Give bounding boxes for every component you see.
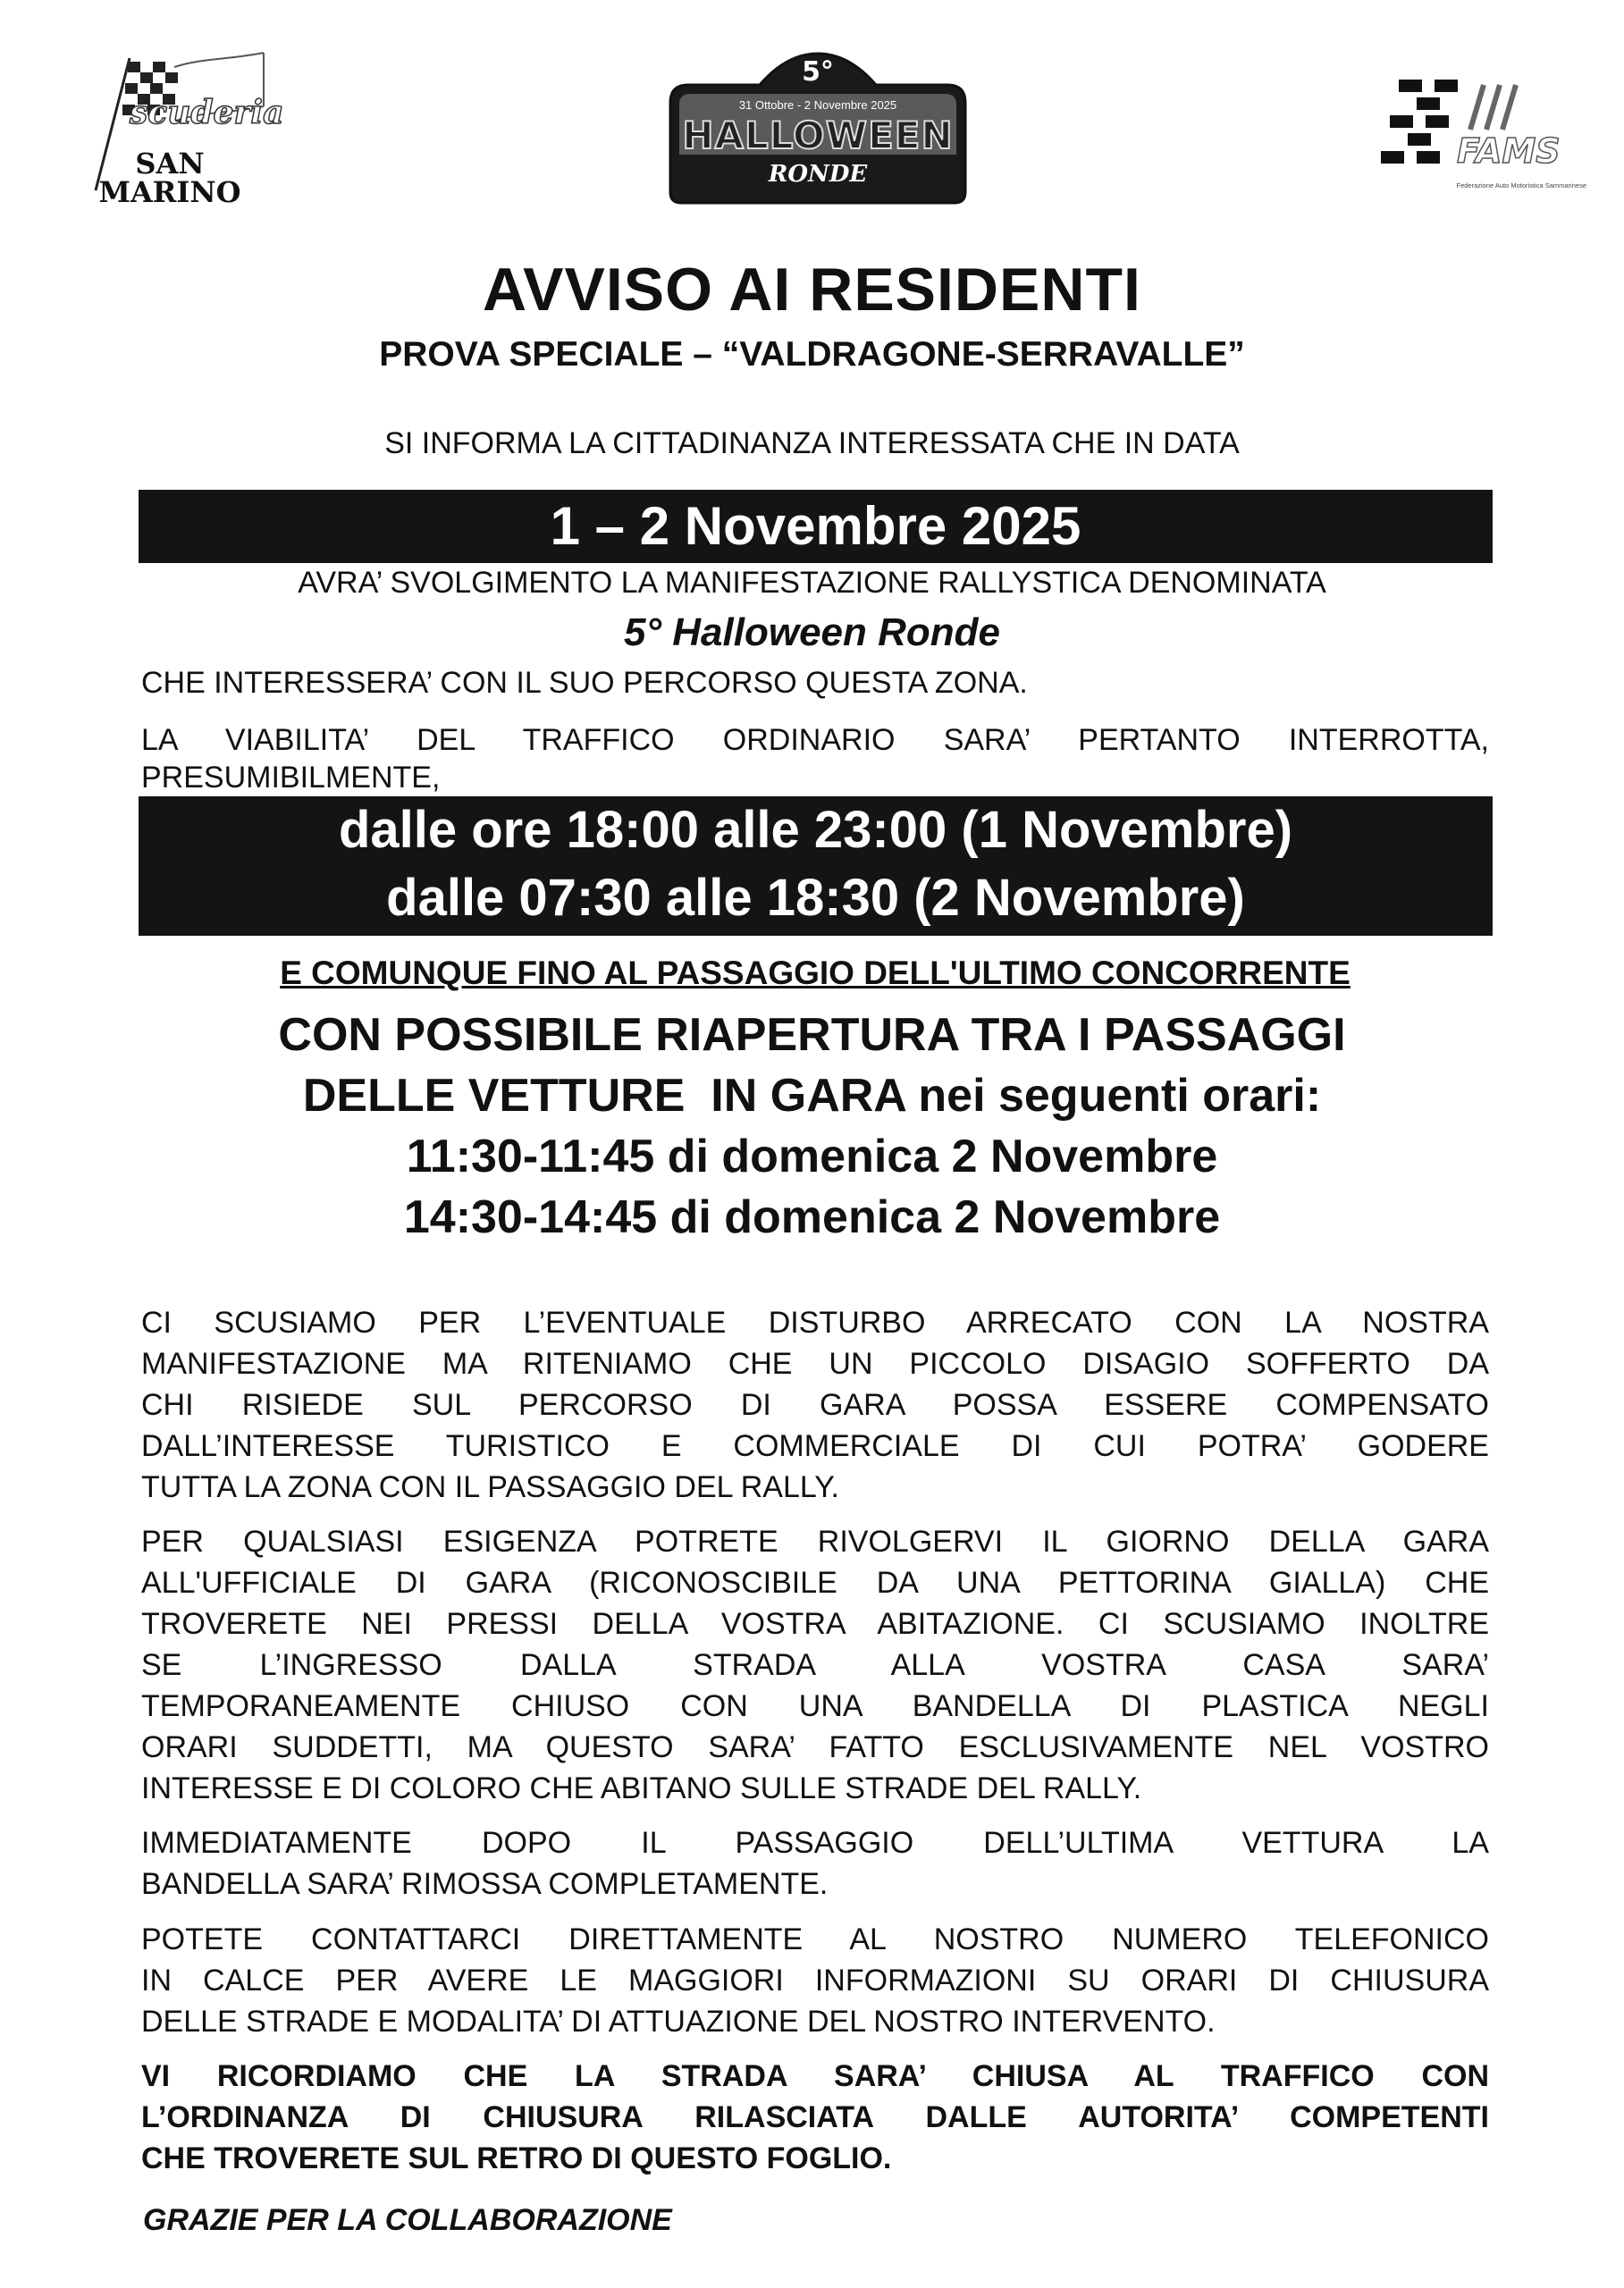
plate-edition-number: 5° <box>802 56 834 88</box>
apology-line: TUTTA LA ZONA CON IL PASSAGGIO DEL RALLY. <box>141 1470 839 1504</box>
fams-checker-icon <box>1372 67 1586 192</box>
official-line: ORARI SUDDETTI, MA QUESTO SARA’ FATTO ESCLUSIVAMENTE NEL VOSTRO <box>141 1730 1489 1764</box>
reopening-line-2 <box>0 1069 1624 1123</box>
official-line: TROVERETE NEI PRESSI DELLA VOSTRA ABITAZIONE. CI SCUSIAMO INOLTRE <box>141 1607 1489 1641</box>
plate-title: HALLOWEEN <box>682 114 954 157</box>
san-marino-wordmark <box>76 147 264 209</box>
contact-line: IN CALCE PER AVERE LE MAGGIORI INFORMAZIONI SU ORARI DI CHIUSURA <box>141 1964 1489 1998</box>
contact-line: DELLE STRADE E MODALITA’ DI ATTUAZIONE DEL NOSTRO INTERVENTO. <box>141 2005 1216 2039</box>
closure-times-band <box>139 796 1493 936</box>
reopening-times-label: nei seguenti orari: <box>905 1070 1322 1122</box>
zone-line: CHE INTERESSERA’ CON IL SUO PERCORSO QUESTA ZONA. <box>141 666 1028 700</box>
until-last-competitor: E COMUNQUE FINO AL PASSAGGIO DELL'ULTIMO CONCORRENTE <box>280 955 1351 991</box>
reminder-line: CHE TROVERETE SUL RETRO DI QUESTO FOGLIO. <box>141 2141 892 2175</box>
fams-logo <box>1372 67 1586 192</box>
halloween-ronde-plate-logo <box>652 49 983 206</box>
special-stage-subtitle: PROVA SPECIALE – “VALDRAGONE-SERRAVALLE” <box>379 335 1245 374</box>
apology-line: CHI RISIEDE SUL PERCORSO DI GARA POSSA ESSERE COMPENSATO <box>141 1388 1489 1422</box>
logo-line-marino: MARINO <box>98 175 241 209</box>
contact-line: POTETE CONTATTARCI DIRETTAMENTE AL NOSTRO NUMERO TELEFONICO <box>141 1922 1489 1956</box>
reopening-slot-1: 11:30-11:45 di domenica 2 Novembre <box>406 1131 1218 1182</box>
fams-federation-caption: Federazione Auto Motoristica Sammarinese <box>1456 181 1586 189</box>
notice-title: AVVISO AI RESIDENTI <box>483 256 1141 324</box>
removal-line: IMMEDIATAMENTE DOPO IL PASSAGGIO DELL’ULTIMA VETTURA LA <box>141 1826 1489 1860</box>
event-name: 5° Halloween Ronde <box>623 610 1000 654</box>
removal-line: BANDELLA SARA’ RIMOSSA COMPLETAMENTE. <box>141 1867 829 1901</box>
closure-time-1: dalle ore 18:00 alle 23:00 (1 Novembre) <box>338 801 1293 859</box>
closing-thanks: GRAZIE PER LA COLLABORAZIONE <box>143 2203 672 2237</box>
traffic-line-1: LA VIABILITA’ DEL TRAFFICO ORDINARIO SARA’ PERTANTO INTERROTTA, <box>141 723 1489 757</box>
logo-line-san: SAN <box>135 147 205 181</box>
scuderia-wordmark: scuderia <box>130 94 284 131</box>
plate-subtitle: RONDE <box>768 161 868 188</box>
closure-time-2: dalle 07:30 alle 18:30 (2 Novembre) <box>386 869 1245 927</box>
event-intro: AVRA’ SVOLGIMENTO LA MANIFESTAZIONE RALLYSTICA DENOMINATA <box>298 566 1326 600</box>
apology-line: CI SCUSIAMO PER L’EVENTUALE DISTURBO ARRECATO CON LA NOSTRA <box>141 1306 1489 1340</box>
date-band <box>139 490 1493 563</box>
official-line: INTERESSE E DI COLORO CHE ABITANO SULLE STRADE DEL RALLY. <box>141 1771 1142 1805</box>
official-line: TEMPORANEAMENTE CHIUSO CON UNA BANDELLA DI PLASTICA NEGLI <box>141 1689 1489 1723</box>
reopening-slot-2: 14:30-14:45 di domenica 2 Novembre <box>403 1191 1221 1243</box>
apology-line: DALL’INTERESSE TURISTICO E COMMERCIALE DI CUI POTRA’ GODERE <box>141 1429 1489 1463</box>
reminder-line: VI RICORDIAMO CHE LA STRADA SARA’ CHIUSA AL TRAFFICO CON <box>141 2059 1489 2093</box>
reminder-line: L’ORDINANZA DI CHIUSURA RILASCIATA DALLE AUTORITA’ COMPETENTI <box>141 2100 1489 2134</box>
plate-dates: 31 Ottobre - 2 Novembre 2025 <box>738 98 897 112</box>
traffic-line-2: PRESUMIBILMENTE, <box>141 761 441 795</box>
official-line: ALL'UFFICIALE DI GARA (RICONOSCIBILE DA UNA PETTORINA GIALLA) CHE <box>141 1566 1489 1600</box>
event-dates: 1 – 2 Novembre 2025 <box>550 496 1081 556</box>
fams-wordmark: FAMS <box>1457 131 1561 171</box>
info-line: SI INFORMA LA CITTADINANZA INTERESSATA CHE IN DATA <box>384 426 1240 460</box>
official-line: SE L’INGRESSO DALLA STRADA ALLA VOSTRA CASA SARA’ <box>141 1648 1489 1682</box>
reopening-cars: DELLE VETTURE IN GARA <box>302 1070 905 1122</box>
apology-line: MANIFESTAZIONE MA RITENIAMO CHE UN PICCOLO DISAGIO SOFFERTO DA <box>141 1347 1489 1381</box>
official-line: PER QUALSIASI ESIGENZA POTRETE RIVOLGERVI IL GIORNO DELLA GARA <box>141 1525 1489 1559</box>
reopening-line-1: CON POSSIBILE RIAPERTURA TRA I PASSAGGI <box>278 1009 1346 1061</box>
scuderia-san-marino-logo <box>76 49 284 209</box>
